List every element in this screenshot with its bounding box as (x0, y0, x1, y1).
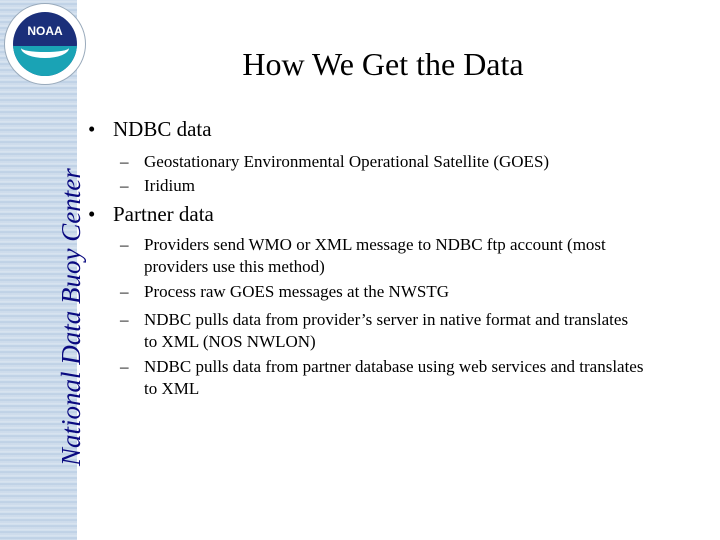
bullet: • NDBC data (88, 117, 212, 141)
sub-bullet: – Iridium (120, 176, 195, 195)
sub-bullet: – Providers send WMO or XML message to NDBC ftp account (most providers use this method) (120, 235, 606, 276)
sidebar-title: National Data Buoy Center (56, 168, 86, 466)
noaa-logo (4, 3, 86, 85)
bullet: • Partner data (88, 202, 214, 226)
sub-bullet: – Process raw GOES messages at the NWSTG (120, 282, 449, 301)
slide-title: How We Get the Data (242, 46, 524, 82)
sub-bullet: – Geostationary Environmental Operational Satellite (GOES) (120, 152, 550, 171)
logo-text: NOAA (27, 24, 63, 38)
sub-bullet: – NDBC pulls data from partner database using web services and translates to XML (120, 357, 644, 398)
sub-bullet: – NDBC pulls data from provider’s server in native format and translates to XML (NOS NWLON) (120, 310, 629, 351)
